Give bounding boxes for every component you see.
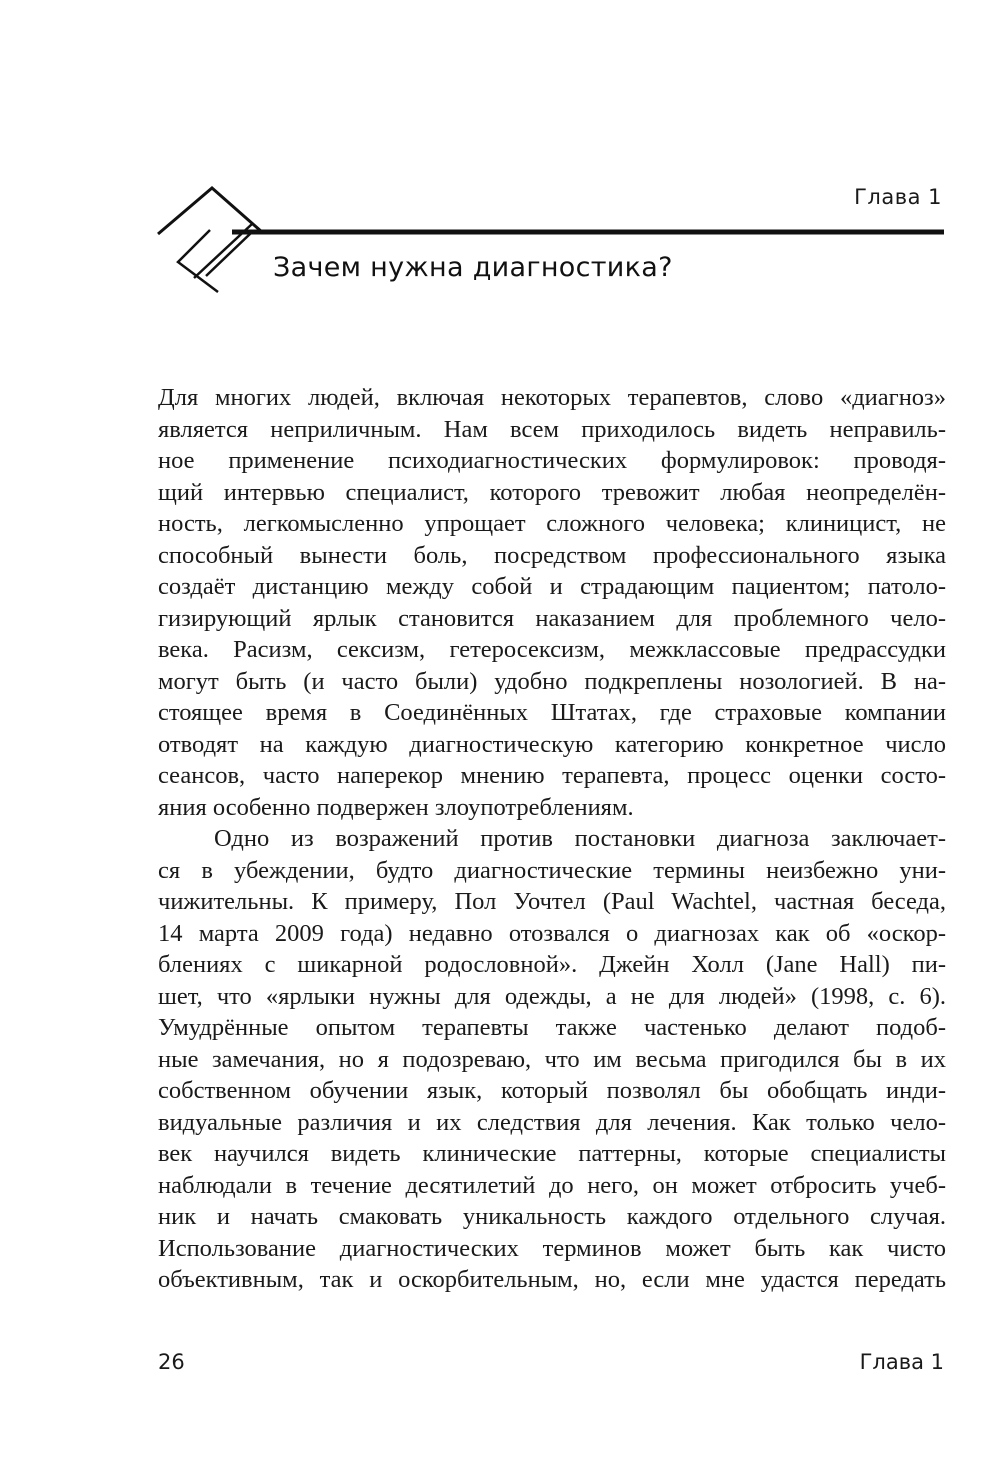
paragraph-2: [158, 823, 946, 1296]
text-line: Одно из возражений против постановки диагноза заключает-: [214, 825, 946, 852]
ornament-inner: [206, 232, 252, 276]
footer-chapter-label: Глава 1: [859, 1350, 944, 1374]
text-line: блениях с шикарной родословной». Джейн Холл (Jane Hall) пи-: [158, 951, 946, 978]
text-line: могут быть (и часто были) удобно подкреплены нозологией. В на-: [158, 667, 946, 695]
text-line: яния особенно подвержен злоупотреблениям.: [158, 793, 634, 821]
text-line: Использование диагностических терминов может быть как чисто: [158, 1234, 946, 1262]
text-line: шет, что «ярлыки нужны для одежды, а не для людей» (1998, с. 6).: [158, 982, 946, 1010]
text-line: ся в убеждении, будто диагностические термины неизбежно уни-: [158, 856, 946, 884]
text-line: ник и начать смаковать уникальность каждого отдельного случая.: [158, 1203, 946, 1230]
text-line: чижительны. К примеру, Пол Уочтел (Paul Wachtel, частная беседа,: [158, 888, 946, 915]
body-text: [158, 382, 946, 1296]
text-line: отводят на каждую диагностическую категорию конкретное число: [158, 730, 946, 758]
text-line: создаёт дистанцию между собой и страдающим пациентом; патоло-: [158, 573, 946, 600]
text-line: Умудрённые опытом терапевты также частенько делают подоб-: [158, 1014, 946, 1041]
text-line: видуальные различия и их следствия для лечения. Как только чело-: [158, 1108, 946, 1136]
ornament-upper-chevron: [158, 188, 262, 234]
paragraph-1: [158, 382, 946, 823]
text-line: является неприличным. Нам всем приходилось видеть неправиль-: [158, 415, 946, 443]
text-line: щий интервью специалист, которого тревожит любая неопределён-: [158, 478, 946, 506]
text-line: 14 марта 2009 года) недавно отозвался о диагнозах как об «оскор-: [158, 919, 946, 947]
page-footer: [158, 1350, 944, 1374]
text-line: собственном обучении язык, который позволял бы обобщать инди-: [158, 1077, 946, 1104]
text-line: сеансов, часто наперекор мнению терапевта, процесс оценки состо-: [158, 762, 946, 789]
text-line: ность, легкомысленно упрощает сложного человека; клиницист, не: [158, 510, 946, 537]
text-line: гизирующий ярлык становится наказанием для проблемного чело-: [158, 604, 946, 632]
text-line: объективным, так и оскорбительным, но, если мне удастся передать: [158, 1266, 946, 1293]
text-line: ные замечания, но я подозреваю, что им весьма пригодился бы в их: [158, 1045, 946, 1073]
chapter-label: Глава 1: [854, 185, 942, 209]
chapter-title: Зачем нужна диагностика?: [273, 252, 673, 283]
text-line: век научился видеть клинические паттерны, которые специалисты: [158, 1140, 946, 1167]
text-line: ное применение психодиагностических формулировок: проводя-: [158, 447, 946, 474]
text-line: Для многих людей, включая некоторых терапевтов, слово «диагноз»: [158, 384, 946, 411]
text-line: способный вынести боль, посредством профессионального языка: [158, 541, 946, 569]
text-line: стоящее время в Соединённых Штатах, где страховые компании: [158, 699, 946, 726]
text-line: наблюдали в течение десятилетий до него, он может отбросить учеб-: [158, 1171, 946, 1199]
page-number: 26: [158, 1350, 185, 1374]
text-line: века. Расизм, сексизм, гетеросексизм, межклассовые предрассудки: [158, 636, 946, 663]
